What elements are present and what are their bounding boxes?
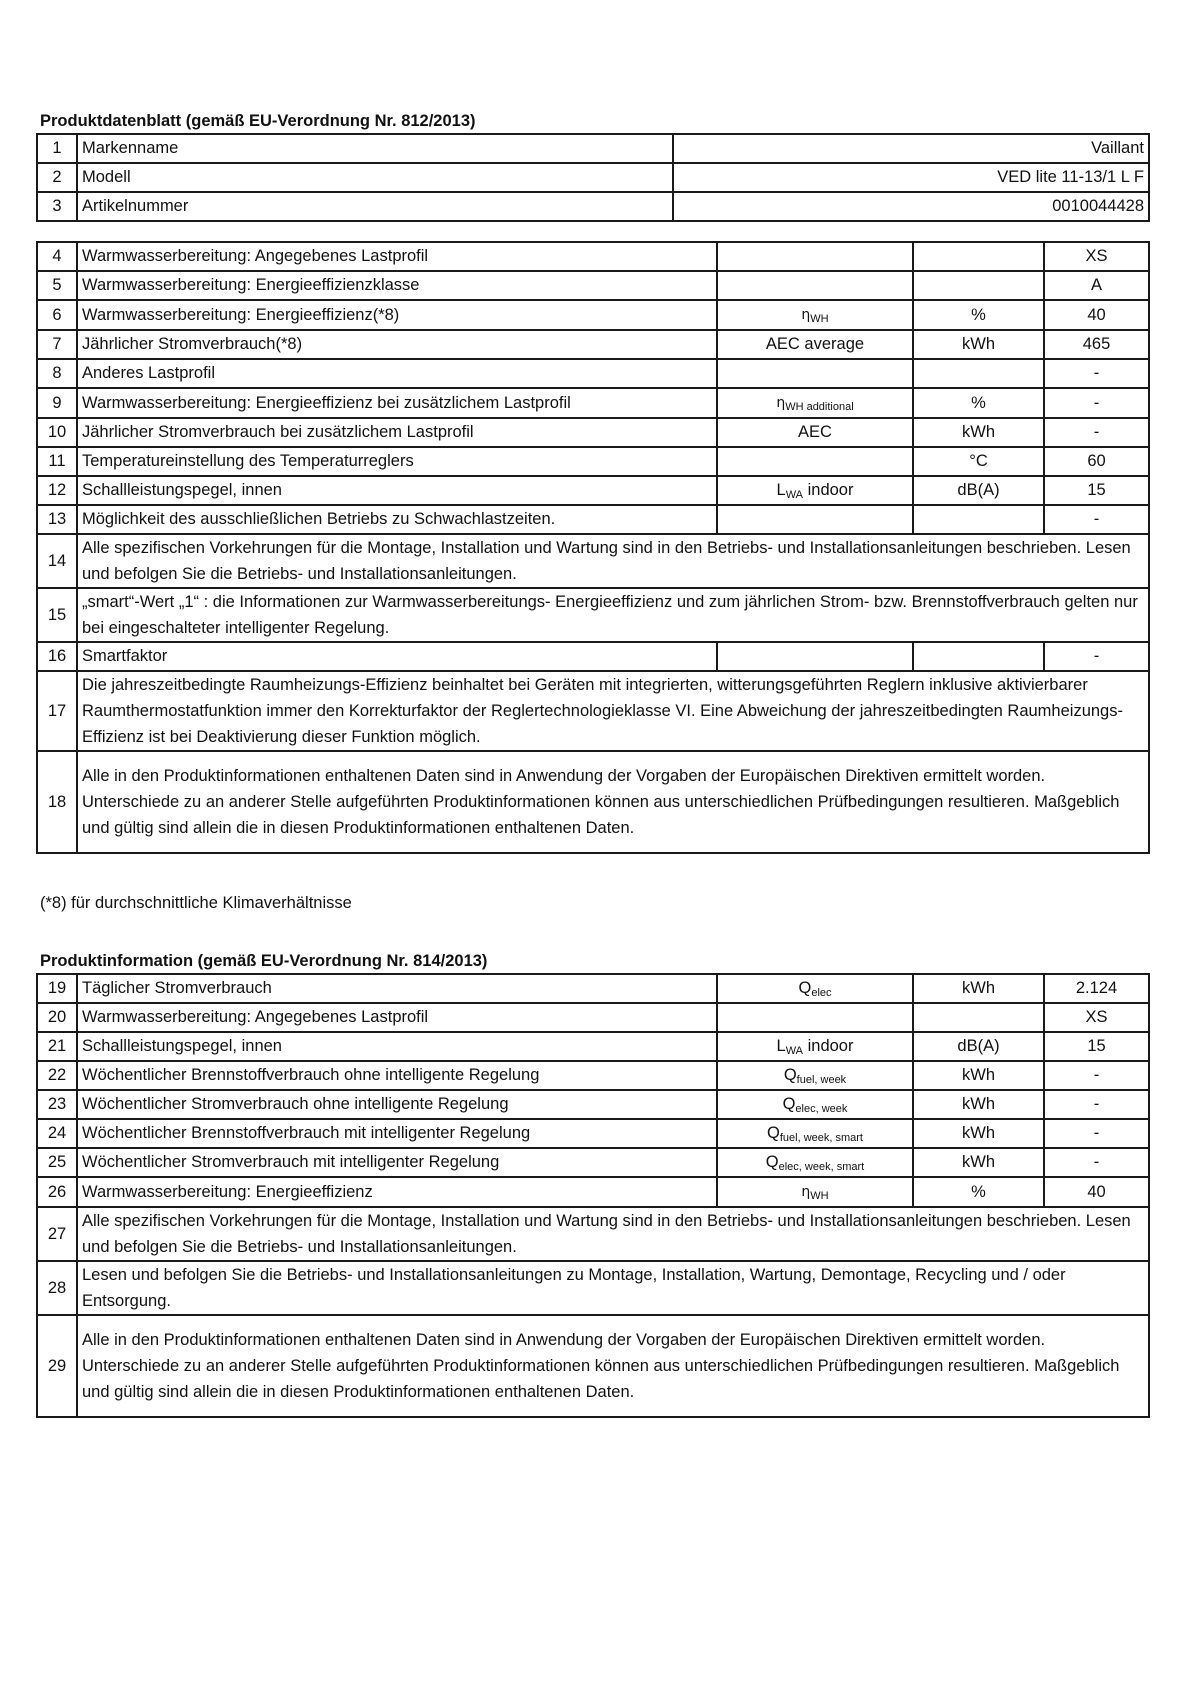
row-number: 11	[37, 447, 77, 476]
row-number: 8	[37, 359, 77, 388]
symbol-subscript: WH	[810, 1190, 829, 1202]
row-unit	[913, 271, 1044, 300]
row-number: 24	[37, 1119, 77, 1148]
model-value: VED lite 11-13/1 L F	[673, 163, 1149, 192]
row-symbol	[717, 476, 913, 505]
row-label: Warmwasserbereitung: Energieeffizienzklasse	[77, 271, 717, 300]
row-number: 20	[37, 1003, 77, 1032]
table-row	[37, 418, 1149, 447]
row-symbol	[717, 359, 913, 388]
row-symbol	[717, 242, 913, 271]
row-value: 40	[1044, 300, 1149, 330]
table-row	[37, 300, 1149, 330]
row-label: Schallleistungspegel, innen	[77, 476, 717, 505]
symbol-subscript: elec	[811, 987, 832, 999]
row-number: 9	[37, 388, 77, 418]
row-symbol	[717, 1090, 913, 1119]
row-unit: kWh	[913, 330, 1044, 359]
article-number-value: 0010044428	[673, 192, 1149, 221]
row-symbol	[717, 1177, 913, 1207]
row-value: 15	[1044, 476, 1149, 505]
table-row-brand	[37, 134, 1149, 163]
symbol-subscript: elec, week, smart	[778, 1161, 865, 1173]
table-row	[37, 974, 1149, 1003]
symbol-main: L	[776, 1037, 786, 1055]
row-label: Wöchentlicher Brennstoffverbrauch mit intelligenter Regelung	[77, 1119, 717, 1148]
table-row	[37, 359, 1149, 388]
row-unit: kWh	[913, 418, 1044, 447]
table-row	[37, 271, 1149, 300]
row-number: 1	[37, 134, 77, 163]
row-label: Smartfaktor	[77, 642, 717, 671]
row-label: Warmwasserbereitung: Energieeffizienz	[77, 1177, 717, 1207]
eta-symbol: η	[801, 307, 811, 323]
symbol-main: Q	[765, 1153, 779, 1171]
row-symbol	[717, 1148, 913, 1177]
table-row	[37, 242, 1149, 271]
row-unit: %	[913, 388, 1044, 418]
row-number: 28	[37, 1261, 77, 1315]
row-label: Jährlicher Stromverbrauch bei zusätzlichem Lastprofil	[77, 418, 717, 447]
symbol-suffix: indoor	[803, 1037, 854, 1055]
row-symbol	[717, 388, 913, 418]
row-value: XS	[1044, 1003, 1149, 1032]
row-number: 21	[37, 1032, 77, 1061]
row-label: Wöchentlicher Brennstoffverbrauch ohne intelligente Regelung	[77, 1061, 717, 1090]
eta-symbol: η	[801, 1184, 811, 1200]
table-row-text	[37, 1261, 1149, 1315]
symbol-main: L	[776, 481, 786, 499]
row-value: A	[1044, 271, 1149, 300]
symbol-subscript: WA	[785, 1045, 804, 1057]
table-row	[37, 330, 1149, 359]
row-label: Möglichkeit des ausschließlichen Betriebs zu Schwachlastzeiten.	[77, 505, 717, 534]
table-row	[37, 1032, 1149, 1061]
row-label: Warmwasserbereitung: Angegebenes Lastprofil	[77, 1003, 717, 1032]
row-label: Markenname	[77, 134, 673, 163]
row-symbol	[717, 447, 913, 476]
row-unit	[913, 359, 1044, 388]
symbol-subscript: WH	[810, 313, 829, 325]
row-symbol	[717, 642, 913, 671]
row-number: 25	[37, 1148, 77, 1177]
row-number: 19	[37, 974, 77, 1003]
row-label: Warmwasserbereitung: Angegebenes Lastprofil	[77, 242, 717, 271]
row-symbol	[717, 1003, 913, 1032]
table-row-text	[37, 751, 1149, 853]
row-symbol	[717, 300, 913, 330]
row-label: Jährlicher Stromverbrauch(*8)	[77, 330, 717, 359]
table-row	[37, 1061, 1149, 1090]
row-number: 23	[37, 1090, 77, 1119]
row-unit: kWh	[913, 1061, 1044, 1090]
symbol-suffix: indoor	[803, 481, 854, 499]
row-unit	[913, 642, 1044, 671]
product-information-table	[36, 973, 1150, 1418]
row-value: -	[1044, 359, 1149, 388]
table-row	[37, 447, 1149, 476]
table-row-text	[37, 671, 1149, 751]
row-value: -	[1044, 1090, 1149, 1119]
symbol-main: Q	[798, 979, 812, 997]
table-row-smartfactor	[37, 642, 1149, 671]
symbol-subscript: WA	[785, 489, 804, 501]
row-value: 15	[1044, 1032, 1149, 1061]
table-row-text	[37, 1315, 1149, 1417]
section-title-814: Produktinformation (gemäß EU-Verordnung Nr. 814/2013)	[40, 952, 488, 970]
row-label: Temperatureinstellung des Temperaturreglers	[77, 447, 717, 476]
table-row-model	[37, 163, 1149, 192]
row-number: 15	[37, 588, 77, 642]
row-label: Warmwasserbereitung: Energieeffizienz bei zusätzlichem Lastprofil	[77, 388, 717, 418]
symbol-main: Q	[767, 1124, 780, 1142]
row-value: -	[1044, 1119, 1149, 1148]
row-text: Lesen und befolgen Sie die Betriebs- und Installationsanleitungen zu Montage, Installation, Wartung, Demontage, Recycling und / oder Entsorgung.	[77, 1261, 1149, 1315]
row-unit	[913, 242, 1044, 271]
row-symbol	[717, 1032, 913, 1061]
row-label: Schallleistungspegel, innen	[77, 1032, 717, 1061]
row-unit: kWh	[913, 1119, 1044, 1148]
row-number: 16	[37, 642, 77, 671]
row-number: 13	[37, 505, 77, 534]
row-text: Alle spezifischen Vorkehrungen für die Montage, Installation und Wartung sind in den Betriebs- und Installationsanleitungen beschrieben. Lesen und befolgen Sie die Betriebs- und Installationsanleitungen.	[77, 1207, 1149, 1261]
row-label: Modell	[77, 163, 673, 192]
row-value: -	[1044, 1148, 1149, 1177]
row-text: „smart“-Wert „1“ : die Informationen zur Warmwasserbereitungs- Energieeffizienz und zum jährlichen Strom- bzw. Brennstoffverbrauch gelten nur bei eingeschalteter intelligenter Regelung.	[77, 588, 1149, 642]
row-unit	[913, 505, 1044, 534]
row-unit: dB(A)	[913, 476, 1044, 505]
row-value: XS	[1044, 242, 1149, 271]
row-text: Alle spezifischen Vorkehrungen für die Montage, Installation und Wartung sind in den Betriebs- und Installationsanleitungen beschrieben. Lesen und befolgen Sie die Betriebs- und Installationsanleitungen.	[77, 534, 1149, 588]
symbol-main: Q	[783, 1066, 797, 1084]
row-value: -	[1044, 642, 1149, 671]
row-symbol: AEC	[717, 418, 913, 447]
row-value: 465	[1044, 330, 1149, 359]
row-label: Warmwasserbereitung: Energieeffizienz(*8)	[77, 300, 717, 330]
row-number: 3	[37, 192, 77, 221]
row-unit	[913, 1003, 1044, 1032]
row-label: Wöchentlicher Stromverbrauch mit intelligenter Regelung	[77, 1148, 717, 1177]
row-symbol	[717, 974, 913, 1003]
symbol-subscript: elec, week	[795, 1103, 848, 1115]
row-number: 7	[37, 330, 77, 359]
table-row	[37, 388, 1149, 418]
row-label: Täglicher Stromverbrauch	[77, 974, 717, 1003]
eta-symbol: η	[776, 395, 786, 411]
brand-model-table	[36, 133, 1150, 222]
table-row	[37, 1148, 1149, 1177]
row-label: Artikelnummer	[77, 192, 673, 221]
row-symbol	[717, 1061, 913, 1090]
table-row	[37, 1003, 1149, 1032]
row-number: 29	[37, 1315, 77, 1417]
row-symbol: AEC average	[717, 330, 913, 359]
symbol-subscript: WH additional	[785, 401, 854, 413]
row-number: 26	[37, 1177, 77, 1207]
row-text: Alle in den Produktinformationen enthaltenen Daten sind in Anwendung der Vorgaben der Europäischen Direktiven ermittelt worden. Unterschiede zu an anderer Stelle aufgeführten Produktinformationen können aus unterschiedlichen Prüfbedingungen resultieren. Maßgeblich und gültig sind allein die in diesen Produktinformationen enthaltenen Daten.	[77, 751, 1149, 853]
row-unit: kWh	[913, 1090, 1044, 1119]
table-row-text	[37, 534, 1149, 588]
table-row	[37, 1119, 1149, 1148]
symbol-subscript: fuel, week, smart	[779, 1132, 863, 1144]
table-row-text	[37, 1207, 1149, 1261]
table-row-text	[37, 588, 1149, 642]
row-text: Alle in den Produktinformationen enthaltenen Daten sind in Anwendung der Vorgaben der Europäischen Direktiven ermittelt worden. Unterschiede zu an anderer Stelle aufgeführten Produktinformationen können aus unterschiedlichen Prüfbedingungen resultieren. Maßgeblich und gültig sind allein die in diesen Produktinformationen enthaltenen Daten.	[77, 1315, 1149, 1417]
row-value: -	[1044, 505, 1149, 534]
symbol-subscript: fuel, week	[796, 1074, 847, 1086]
footnote: (*8) für durchschnittliche Klimaverhältnisse	[40, 894, 352, 912]
table-row-article-number	[37, 192, 1149, 221]
row-label: Anderes Lastprofil	[77, 359, 717, 388]
row-unit: dB(A)	[913, 1032, 1044, 1061]
table-row	[37, 1177, 1149, 1207]
brand-value: Vaillant	[673, 134, 1149, 163]
row-number: 5	[37, 271, 77, 300]
row-number: 2	[37, 163, 77, 192]
row-number: 18	[37, 751, 77, 853]
row-number: 17	[37, 671, 77, 751]
row-number: 27	[37, 1207, 77, 1261]
row-symbol	[717, 1119, 913, 1148]
row-text: Die jahreszeitbedingte Raumheizungs-Effizienz beinhaltet bei Geräten mit integrierten, witterungsgeführten Reglern inklusive aktivierbarer Raumthermostatfunktion immer den Korrekturfaktor der Reglertechnologieklasse VI. Eine Abweichung der jahreszeitbedingten Raumheizungs-Effizienz ist bei Deaktivierung dieser Funktion möglich.	[77, 671, 1149, 751]
row-number: 12	[37, 476, 77, 505]
row-value: 2.124	[1044, 974, 1149, 1003]
row-value: -	[1044, 418, 1149, 447]
row-unit: kWh	[913, 1148, 1044, 1177]
row-value: 60	[1044, 447, 1149, 476]
row-value: -	[1044, 1061, 1149, 1090]
symbol-main: Q	[782, 1095, 796, 1113]
row-number: 4	[37, 242, 77, 271]
row-unit: %	[913, 300, 1044, 330]
row-value: 40	[1044, 1177, 1149, 1207]
row-unit: %	[913, 1177, 1044, 1207]
row-number: 10	[37, 418, 77, 447]
row-unit: °C	[913, 447, 1044, 476]
row-unit: kWh	[913, 974, 1044, 1003]
table-row	[37, 476, 1149, 505]
row-value: -	[1044, 388, 1149, 418]
section-title-812: Produktdatenblatt (gemäß EU-Verordnung Nr. 812/2013)	[40, 112, 476, 130]
table-row	[37, 1090, 1149, 1119]
row-label: Wöchentlicher Stromverbrauch ohne intelligente Regelung	[77, 1090, 717, 1119]
product-datasheet-table	[36, 241, 1150, 854]
row-symbol	[717, 271, 913, 300]
row-number: 6	[37, 300, 77, 330]
row-number: 14	[37, 534, 77, 588]
row-symbol	[717, 505, 913, 534]
table-row	[37, 505, 1149, 534]
row-number: 22	[37, 1061, 77, 1090]
